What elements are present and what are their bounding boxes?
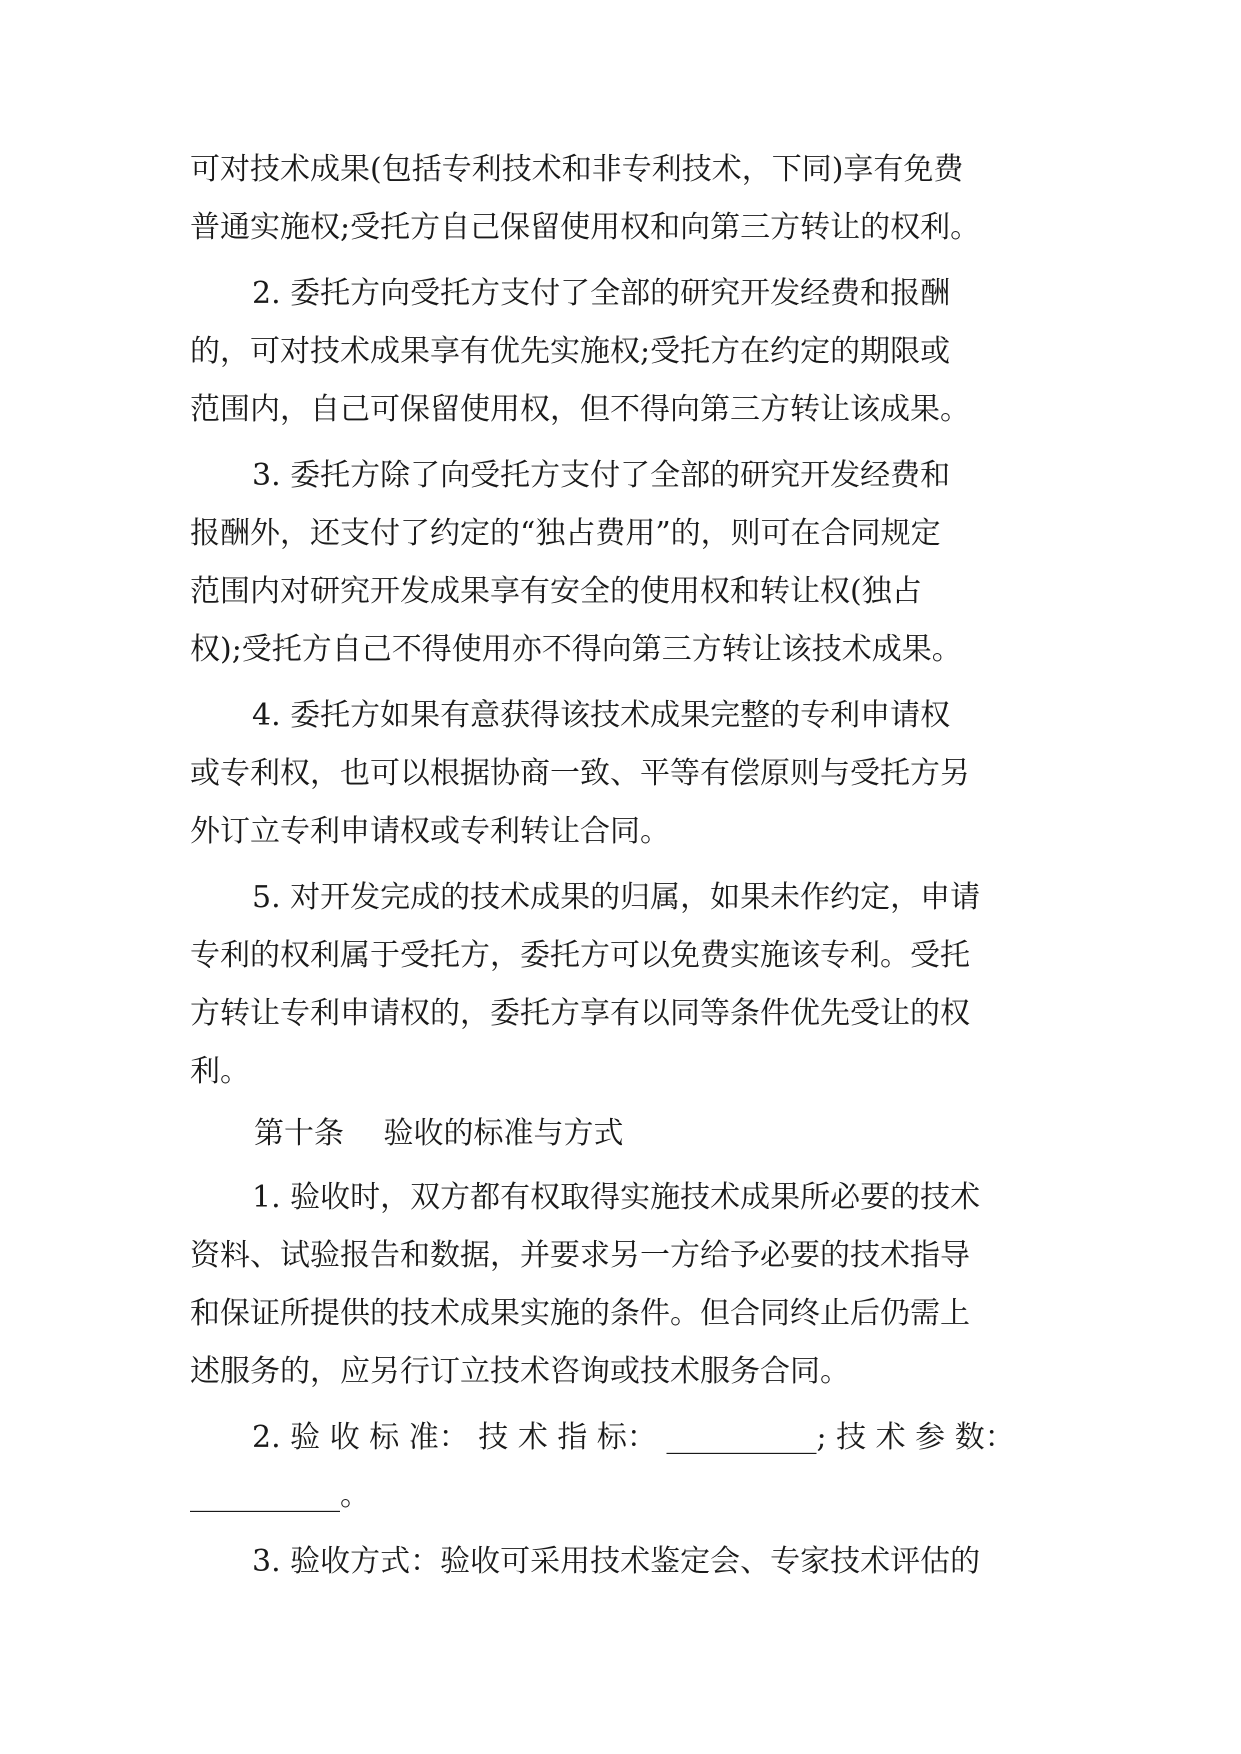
text-line: 外订立专利申请权或专利转让合同。 (190, 814, 670, 849)
text-line: 或专利权，也可以根据协商一致、平等有偿原则与受托方另 (190, 756, 970, 791)
text-line: 3. 委托方除了向受托方支付了全部的研究开发经费和 (252, 458, 951, 493)
text-line: 4. 委托方如果有意获得该技术成果完整的专利申请权 (252, 698, 951, 733)
text-line: 利。 (190, 1054, 250, 1089)
text-line: 专利的权利属于受托方，委托方可以免费实施该专利。受托 (190, 938, 970, 973)
text-line: 资料、试验报告和数据，并要求另一方给予必要的技术指导 (190, 1238, 970, 1273)
text-line: 范围内对研究开发成果享有安全的使用权和转让权(独占 (190, 574, 922, 609)
text-line: 可对技术成果(包括专利技术和非专利技术，下同)享有免费 (190, 152, 964, 187)
text-line: 方转让专利申请权的，委托方享有以同等条件优先受让的权 (190, 996, 970, 1031)
text-line: 2. 委托方向受托方支付了全部的研究开发经费和报酬 (252, 276, 951, 311)
text-line: 普通实施权;受托方自己保留使用权和向第三方转让的权利。 (190, 210, 981, 245)
text-line: 1. 验收时，双方都有权取得实施技术成果所必要的技术 (252, 1180, 981, 1215)
text-line: __________。 (190, 1478, 370, 1513)
text-line: 述服务的，应另行订立技术咨询或技术服务合同。 (190, 1354, 850, 1389)
text-line: 范围内，自己可保留使用权，但不得向第三方转让该成果。 (190, 392, 970, 427)
section-heading: 第十条 验收的标准与方式 (254, 1116, 624, 1151)
text-line: 5. 对开发完成的技术成果的归属，如果未作约定，申请 (252, 880, 981, 915)
text-line: 2. 验 收 标 准： 技 术 指 标： __________; 技 术 参 数： (252, 1420, 1015, 1455)
text-line: 的，可对技术成果享有优先实施权;受托方在约定的期限或 (190, 334, 951, 369)
text-line: 3. 验收方式：验收可采用技术鉴定会、专家技术评估的 (252, 1544, 981, 1579)
text-line: 和保证所提供的技术成果实施的条件。但合同终止后仍需上 (190, 1296, 970, 1331)
text-line: 报酬外，还支付了约定的“独占费用”的，则可在合同规定 (190, 516, 941, 551)
text-line: 权);受托方自己不得使用亦不得向第三方转让该技术成果。 (190, 632, 962, 667)
